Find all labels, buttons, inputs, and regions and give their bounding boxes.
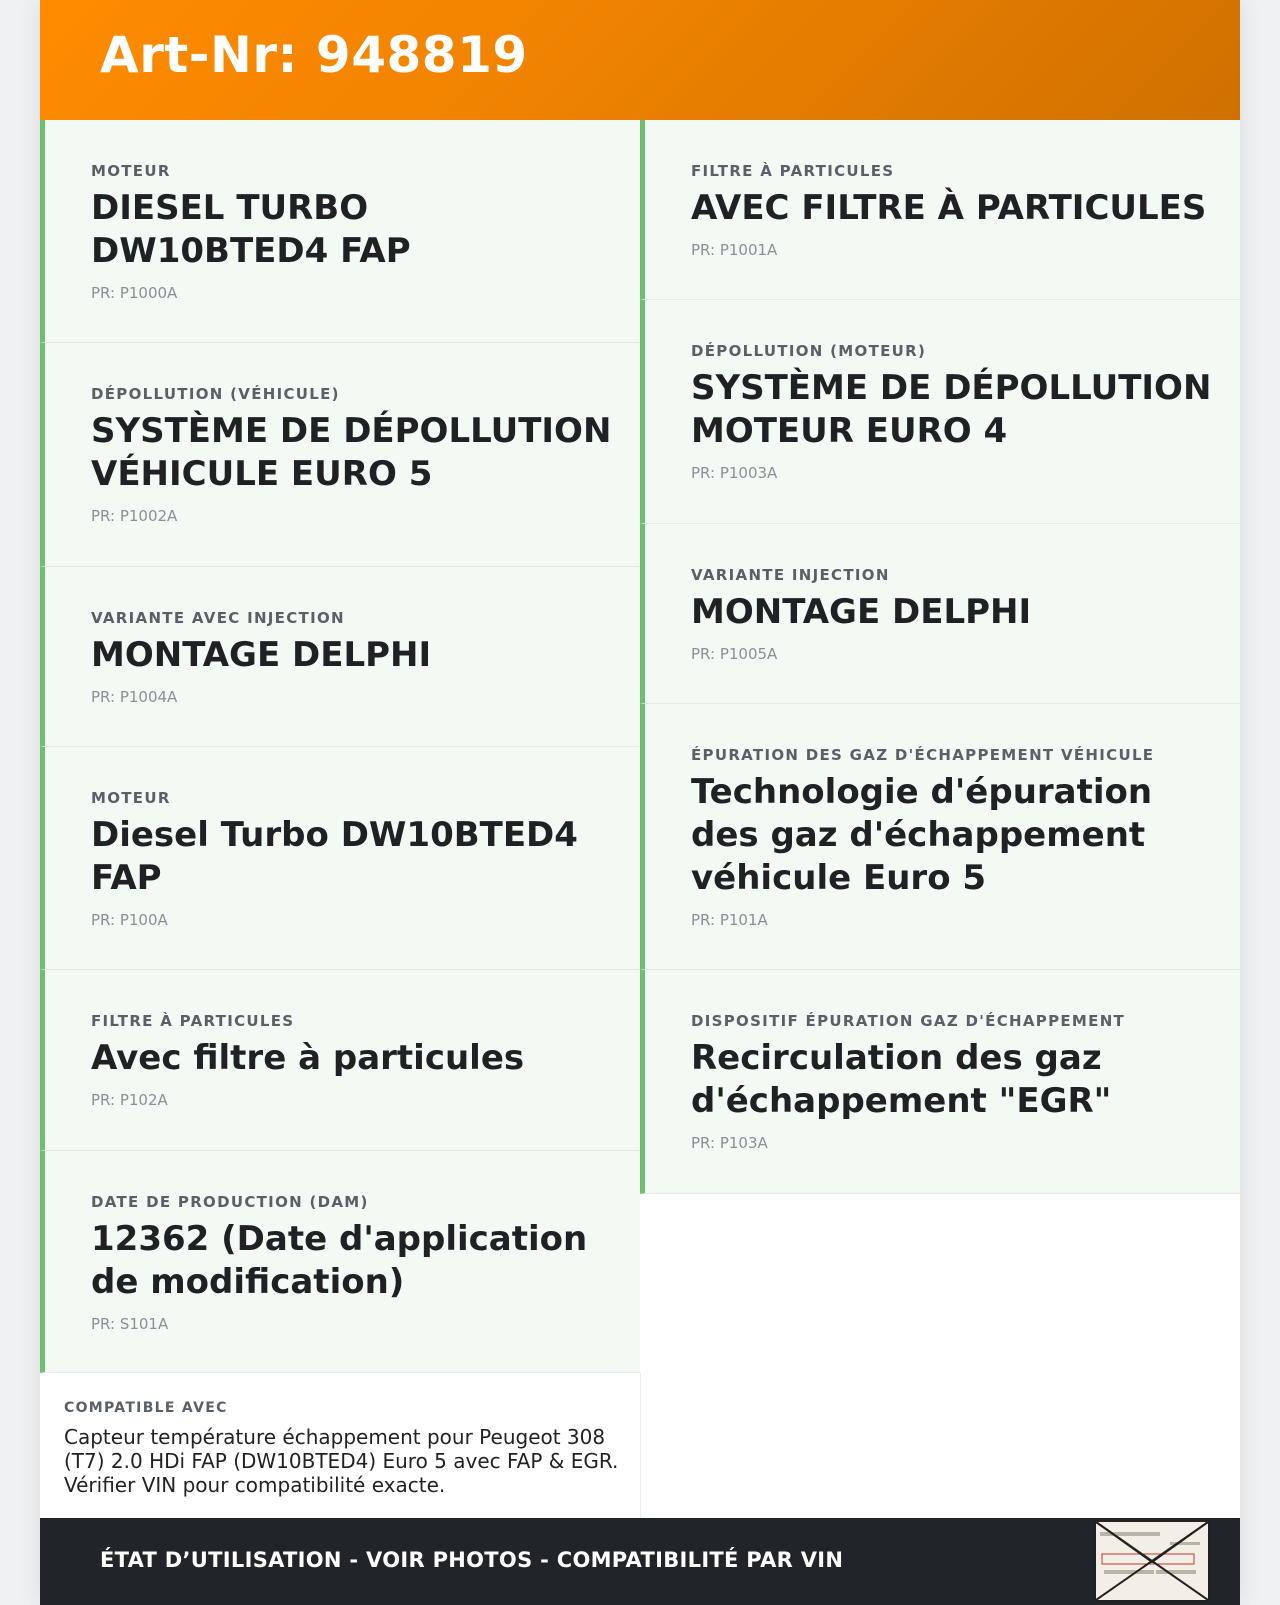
spec-label: MOTEUR	[91, 162, 171, 180]
spec-label: DISPOSITIF ÉPURATION GAZ D'ÉCHAPPEMENT	[691, 1012, 1126, 1030]
spec-value: MONTAGE DELPHI	[691, 592, 1032, 632]
spec-value: Technologie d'épuration des gaz d'échappement véhicule Euro 5	[691, 772, 1153, 898]
spec-card-right-3	[640, 524, 1240, 704]
spec-pr-code: PR: P1004A	[91, 688, 178, 706]
spec-pr-code: PR: S101A	[91, 1315, 169, 1333]
spec-value: Recirculation des gaz d'échappement "EGR"	[691, 1038, 1112, 1121]
spec-value: Diesel Turbo DW10BTED4 FAP	[91, 815, 578, 898]
product-sheet	[40, 0, 1240, 1605]
spec-card-right-5	[640, 970, 1240, 1194]
spec-card-right-4	[640, 704, 1240, 970]
spec-card-left-5	[40, 970, 640, 1151]
spec-value: Avec filtre à particules	[91, 1038, 525, 1078]
spec-pr-code: PR: P1001A	[691, 241, 778, 259]
spec-value: DIESEL TURBO DW10BTED4 FAP	[91, 188, 411, 271]
id-plate-photo-icon[interactable]	[1094, 1520, 1210, 1602]
spec-value: AVEC FILTRE À PARTICULES	[691, 188, 1207, 228]
spec-label: VARIANTE INJECTION	[691, 566, 890, 584]
spec-label: MOTEUR	[91, 789, 171, 807]
spec-label: DÉPOLLUTION (MOTEUR)	[691, 342, 927, 360]
spec-value: 12362 (Date d'application de modification)	[91, 1219, 588, 1302]
spec-value: MONTAGE DELPHI	[91, 635, 432, 675]
spec-label: FILTRE À PARTICULES	[691, 162, 895, 180]
spec-pr-code: PR: P103A	[691, 1134, 768, 1152]
spec-label: DATE DE PRODUCTION (DAM)	[91, 1193, 369, 1211]
spec-pr-code: PR: P102A	[91, 1091, 168, 1109]
spec-label: VARIANTE AVEC INJECTION	[91, 609, 345, 627]
spec-card-left-2	[40, 343, 640, 567]
spec-label: ÉPURATION DES GAZ D'ÉCHAPPEMENT VÉHICULE	[691, 746, 1155, 764]
spec-pr-code: PR: P101A	[691, 911, 768, 929]
spec-label: DÉPOLLUTION (VÉHICULE)	[91, 385, 340, 403]
footer-bar	[40, 1518, 1240, 1605]
spec-value: SYSTÈME DE DÉPOLLUTION MOTEUR EURO 4	[691, 368, 1212, 451]
spec-card-left-6	[40, 1151, 640, 1373]
footer-condition-text: ÉTAT D’UTILISATION - VOIR PHOTOS - COMPATIBILITÉ PAR VIN	[100, 1548, 844, 1572]
spec-pr-code: PR: P1005A	[691, 645, 778, 663]
compatibility-text: Capteur température échappement pour Peugeot 308 (T7) 2.0 HDi FAP (DW10BTED4) Euro 5 avec FAP & EGR. Vérifier VIN pour compatibilité exacte.	[64, 1425, 619, 1497]
spec-card-left-4	[40, 747, 640, 970]
article-number-title: Art-Nr: 948819	[100, 26, 528, 84]
spec-card-left-1	[40, 120, 640, 343]
spec-pr-code: PR: P1002A	[91, 507, 178, 525]
spec-card-left-3	[40, 567, 640, 747]
spec-value: SYSTÈME DE DÉPOLLUTION VÉHICULE EURO 5	[91, 411, 612, 494]
spec-card-right-2	[640, 300, 1240, 524]
compatibility-label: COMPATIBLE AVEC	[64, 1400, 228, 1416]
header-banner	[40, 0, 1240, 120]
spec-pr-code: PR: P1003A	[691, 464, 778, 482]
compatibility-section	[40, 1373, 641, 1518]
spec-pr-code: PR: P100A	[91, 911, 168, 929]
spec-card-right-1	[640, 120, 1240, 300]
spec-pr-code: PR: P1000A	[91, 284, 178, 302]
spec-label: FILTRE À PARTICULES	[91, 1012, 295, 1030]
